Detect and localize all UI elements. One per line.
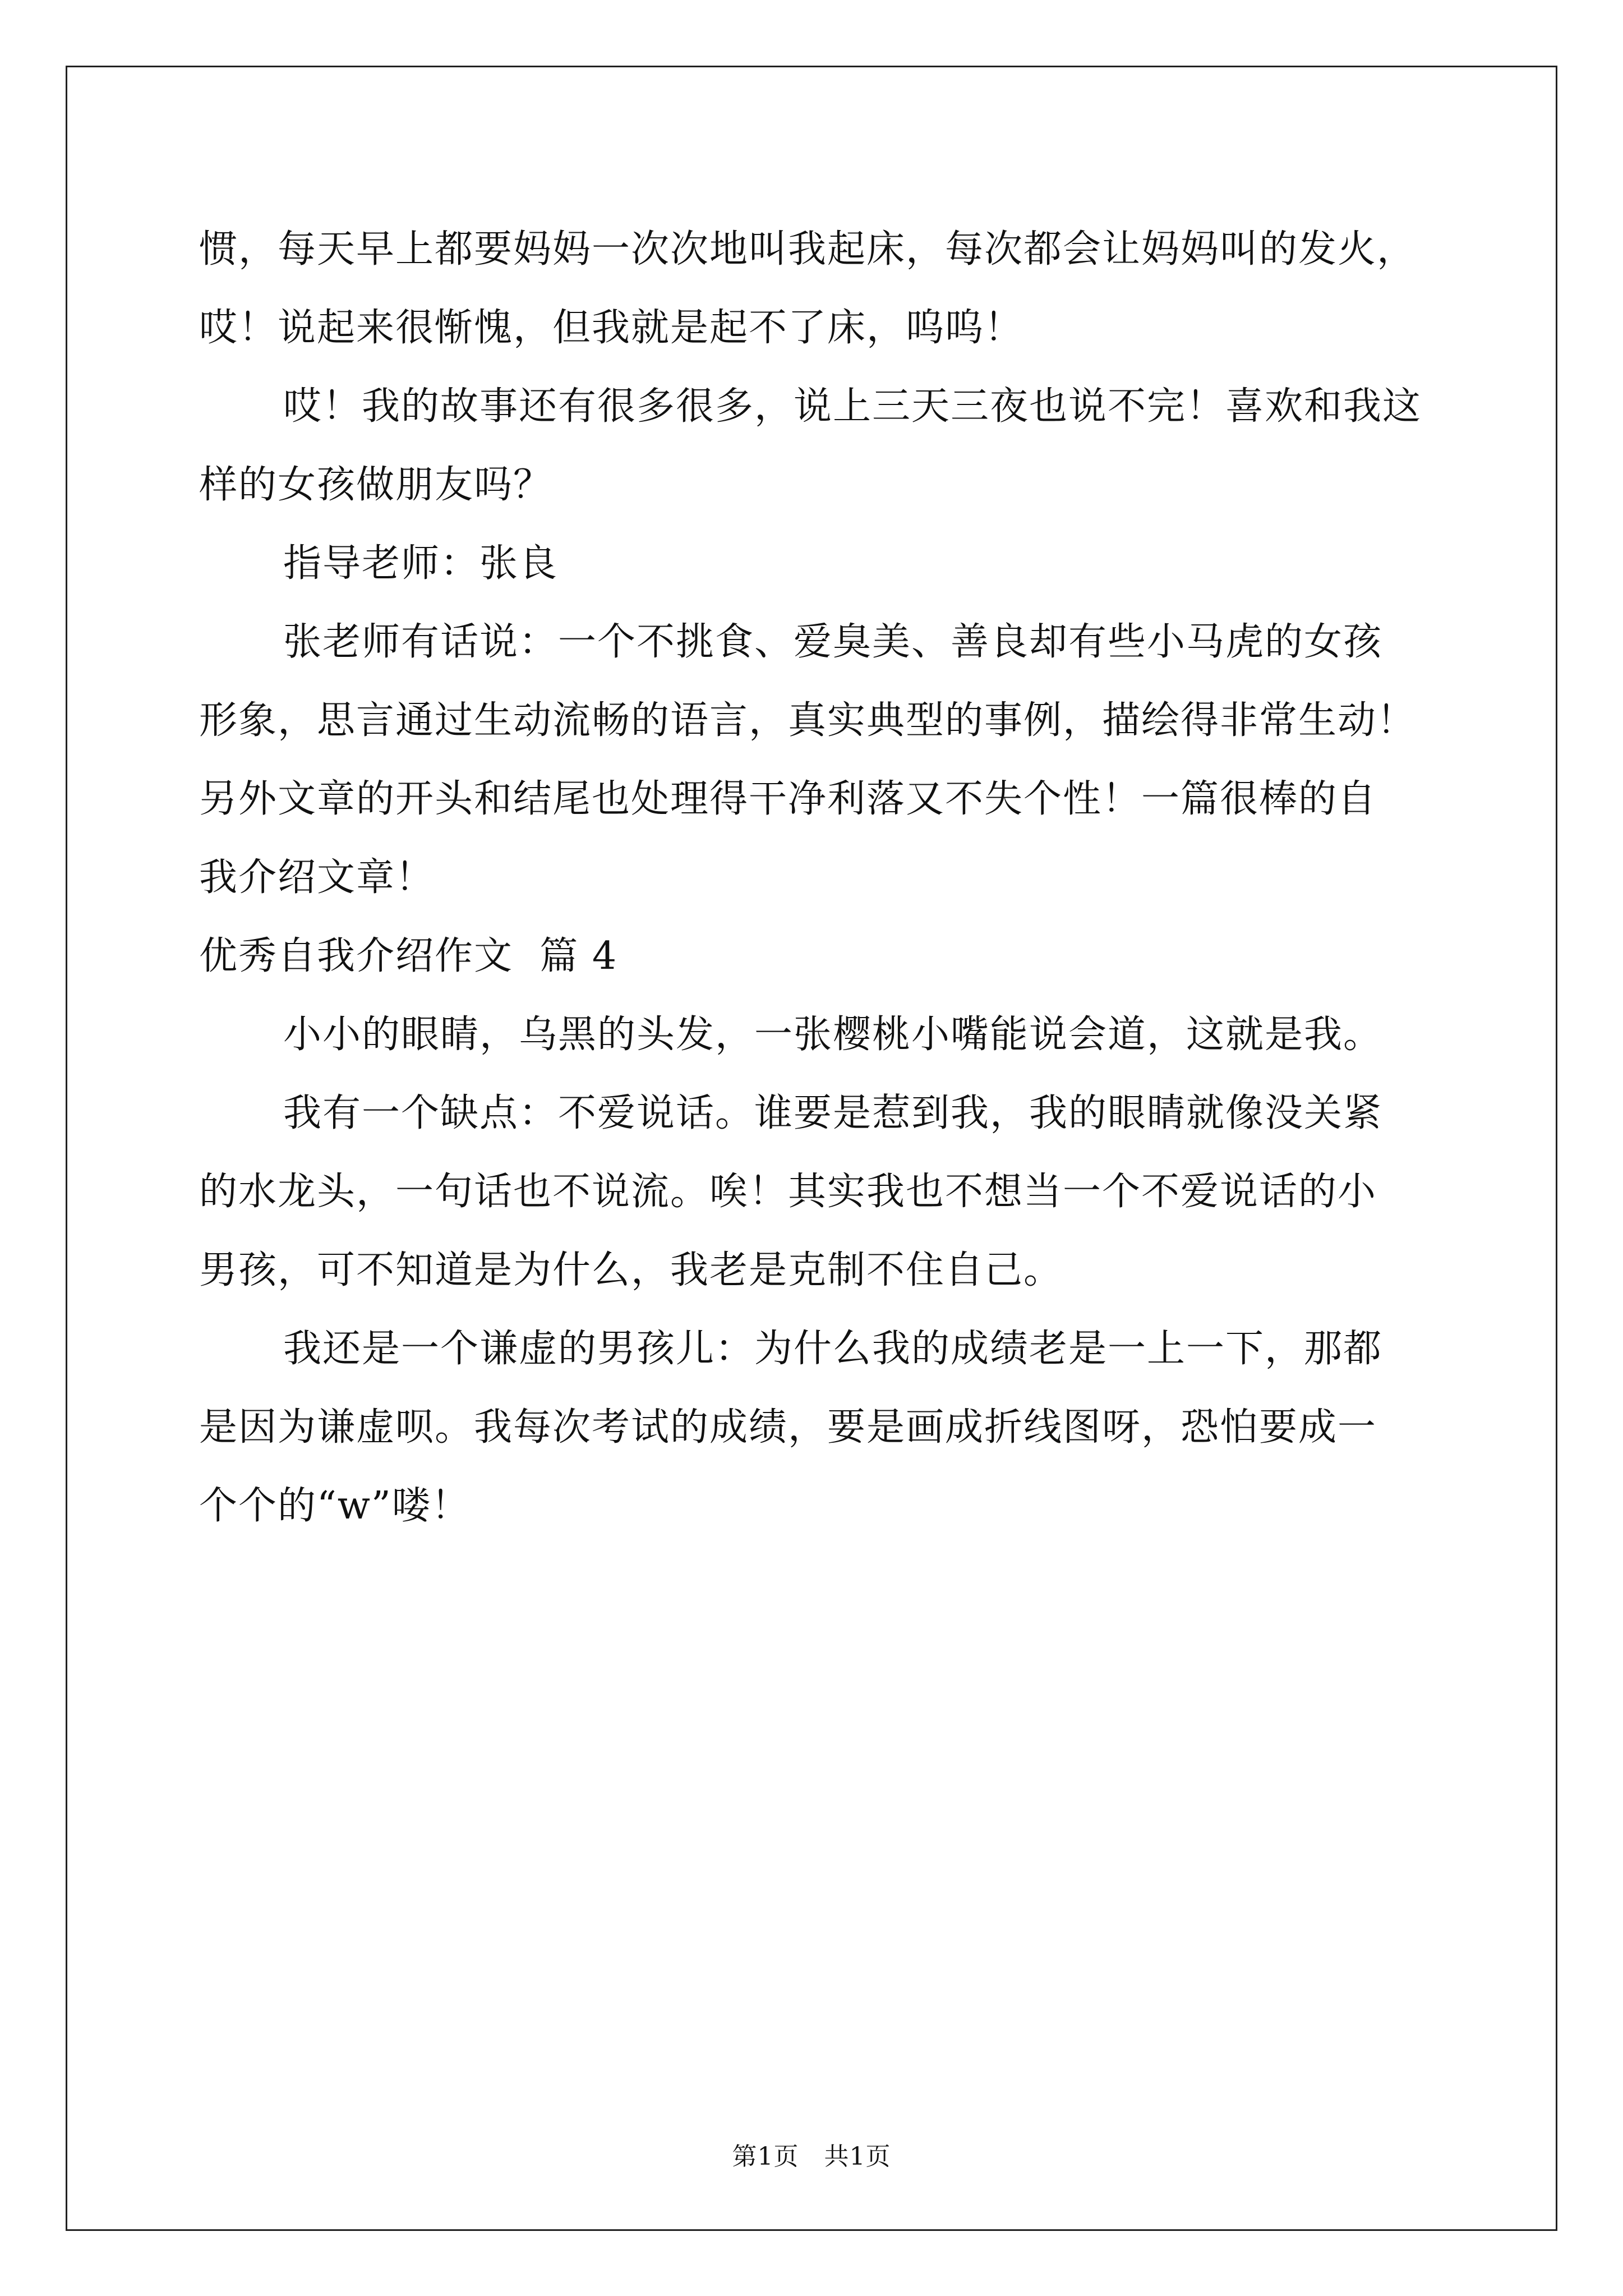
paragraph-line: 哎！我的故事还有很多很多，说上三天三夜也说不完！喜欢和我这 [283,384,1422,429]
paragraph-line: 张老师有话说：一个不挑食、爱臭美、善良却有些小马虎的女孩 [283,620,1383,664]
paragraph-line: 个个的“w”喽！ [199,1484,471,1528]
paragraph-line: 小小的眼睛，乌黑的头发，一张樱桃小嘴能说会道，这就是我。 [283,1013,1383,1057]
page-footer: 第1页 共1页 [732,2142,891,2171]
paragraph-line: 哎！说起来很惭愧，但我就是起不了床，呜呜！ [199,306,1024,350]
paragraph-line: 我有一个缺点：不爱说话。谁要是惹到我，我的眼睛就像没关紧 [283,1091,1383,1135]
paragraph-line: 男孩，可不知道是为什么，我老是克制不住自己。 [199,1248,1063,1292]
section-heading: 优秀自我介绍作文 篇 4 [199,934,618,978]
paragraph-line: 的水龙头，一句话也不说流。唉！其实我也不想当一个不爱说话的小 [199,1170,1377,1214]
paragraph-line: 形象，思言通过生动流畅的语言，真实典型的事例，描绘得非常生动！ [199,698,1417,743]
paragraph-line: 惯，每天早上都要妈妈一次次地叫我起床，每次都会让妈妈叫的发火， [199,227,1417,272]
paragraph-line: 我介绍文章！ [199,855,435,900]
paragraph-line: 另外文章的开头和结尾也处理得干净利落又不失个性！一篇很棒的自 [199,777,1377,821]
instructor-line: 指导老师：张良 [283,541,559,586]
paragraph-line: 样的女孩做朋友吗？ [199,463,553,507]
document-body [199,210,1467,1545]
paragraph-line: 我还是一个谦虚的男孩儿：为什么我的成绩老是一上一下，那都 [283,1327,1383,1371]
paragraph-line: 是因为谦虚呗。我每次考试的成绩，要是画成折线图呀，恐怕要成一 [199,1405,1377,1450]
